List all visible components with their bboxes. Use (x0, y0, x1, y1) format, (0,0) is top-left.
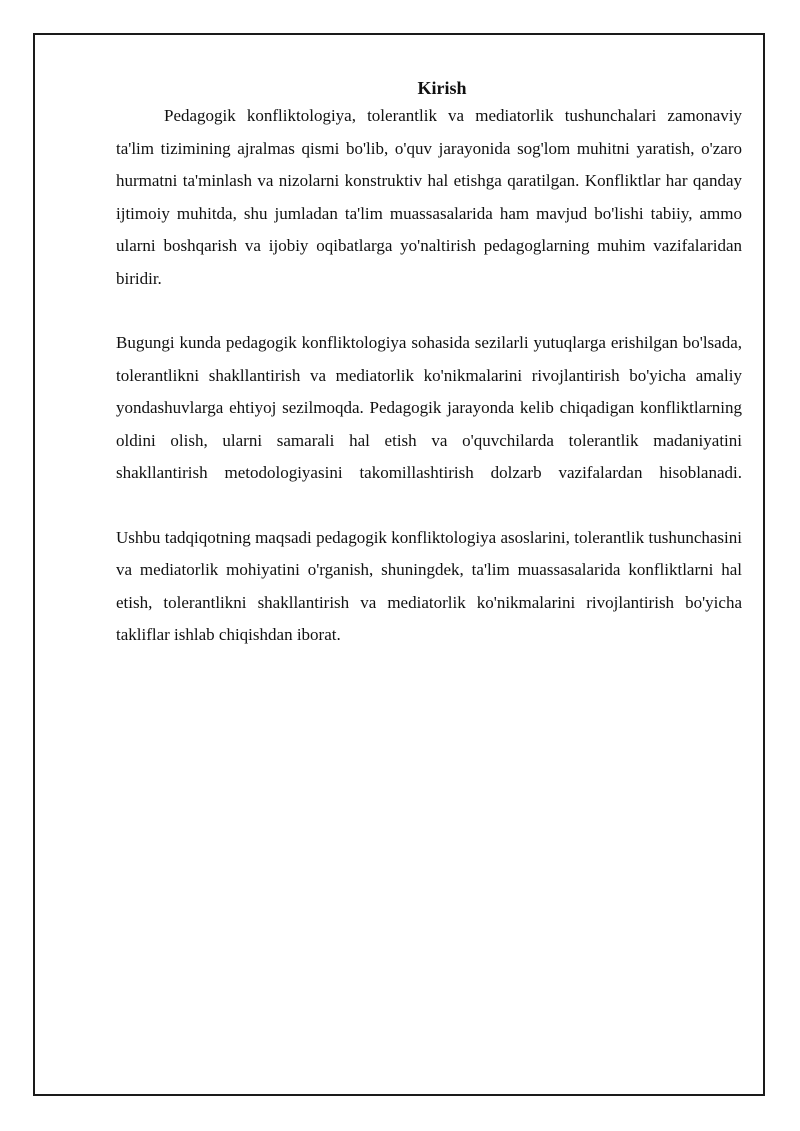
document-body (116, 76, 742, 652)
paragraph-relevance: Bugungi kunda pedagogik konfliktologiya sohasida sezilarli yutuqlarga erishilgan bo'lsada, tolerantlikni shakllantirish va mediatorlik ko'nikmalarini rivojlantirish bo'yicha amaliy yondashuvlarga ehtiyoj sezilmoqda. Pedagogik jarayonda kelib chiqadigan konfliktlarning oldini olish, ularni samarali hal etish va o'quvchilarda tolerantlik madaniyatini shakllantirish metodologiyasini takomillashtirish dolzarb vazifalardan hisoblanadi. (116, 333, 742, 482)
paragraph-intro: Pedagogik konfliktologiya, tolerantlik va mediatorlik tushunchalari zamonaviy ta'lim tizimining ajralmas qismi bo'lib, o'quv jarayonida sog'lom muhitni yaratish, o'zaro hurmatni ta'minlash va nizolarni konstruktiv hal etishga qaratilgan. Konfliktlar har qanday ijtimoiy muhitda, shu jumladan ta'lim muassasalarida ham mavjud bo'lishi tabiiy, ammo ularni boshqarish va ijobiy oqibatlarga yo'naltirish pedagoglarning muhim vazifalaridan biridir. (116, 106, 742, 288)
paragraph-gap (116, 295, 742, 327)
section-title: Kirish (417, 78, 467, 98)
paragraph-goal: Ushbu tadqiqotning maqsadi pedagogik konfliktologiya asoslarini, tolerantlik tushunchasini va mediatorlik mohiyatini o'rganish, shuningdek, ta'lim muassasalarida konfliktlarni hal etish, tolerantlikni shakllantirish va mediatorlik ko'nikmalarini rivojlantirish bo'yicha takliflar ishlab chiqishdan iborat. (116, 527, 742, 644)
paragraph-gap (116, 490, 742, 522)
